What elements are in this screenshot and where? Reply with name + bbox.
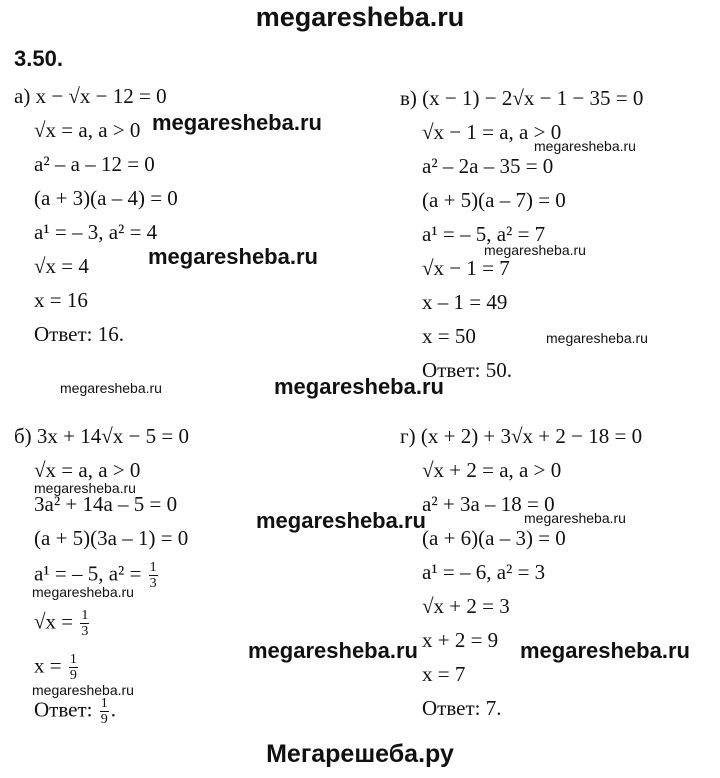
part-v-line-6: √x − 1 = 7: [422, 256, 510, 280]
part-a-line-2: √x = a, a > 0: [34, 118, 141, 142]
part-b-answer-dot: .: [110, 697, 116, 722]
fraction-one-ninth-2: $\frac{1}{9}$: [100, 696, 108, 727]
part-a-line-7: x = 16: [34, 288, 88, 312]
part-b-sqrt-text: √x =: [34, 609, 74, 634]
part-a-line-6: √x = 4: [34, 254, 89, 278]
watermark: megaresheba.ru: [60, 380, 162, 396]
part-v-line-9: Ответ: 50.: [422, 358, 512, 382]
part-b-answer-text: Ответ:: [34, 697, 93, 722]
part-b-line-4: (a + 5)(3a – 1) = 0: [34, 526, 189, 550]
part-v-line-3: a² – 2a – 35 = 0: [422, 154, 554, 178]
watermark: megaresheba.ru: [534, 138, 636, 154]
part-b-roots-text: a¹ = – 5, a² =: [34, 561, 142, 586]
watermark: megaresheba.ru: [520, 638, 690, 663]
watermark: megaresheba.ru: [546, 330, 648, 346]
watermark: megaresheba.ru: [248, 638, 418, 663]
fraction-one-ninth: $\frac{1}{9}$: [69, 652, 77, 683]
watermark: megaresheba.ru: [524, 510, 626, 526]
part-g-line-1: г) (x + 2) + 3√x + 2 − 18 = 0: [400, 424, 643, 448]
part-a-line-4: (a + 3)(a – 4) = 0: [34, 186, 178, 210]
problem-number: 3.50.: [14, 46, 63, 71]
part-a-line-1: а) x − √x − 12 = 0: [14, 84, 167, 108]
watermark: megaresheba.ru: [484, 242, 586, 258]
part-g-line-4: (a + 6)(a – 3) = 0: [422, 526, 566, 550]
part-v-line-7: x – 1 = 49: [422, 290, 508, 314]
part-g-line-3: a² + 3a – 18 = 0: [422, 492, 555, 516]
part-g-line-8: x = 7: [422, 662, 466, 686]
site-header: megaresheba.ru: [255, 2, 465, 32]
part-v-line-5: a¹ = – 5, a² = 7: [422, 222, 546, 246]
part-g-line-7: x + 2 = 9: [422, 628, 499, 652]
watermark: megaresheba.ru: [274, 374, 444, 399]
part-v-line-4: (a + 5)(a – 7) = 0: [422, 188, 566, 212]
part-b-line-8: [34, 696, 116, 727]
watermark: megaresheba.ru: [148, 244, 318, 269]
part-a-line-3: a² – a – 12 = 0: [34, 152, 155, 176]
part-g-line-9: Ответ: 7.: [422, 696, 502, 720]
watermark: megaresheba.ru: [34, 480, 136, 496]
part-b-line-2: √x = a, a > 0: [34, 458, 141, 482]
part-b-line-7: [34, 652, 80, 683]
part-a-line-8: Ответ: 16.: [34, 322, 124, 346]
part-v-line-1: в) (x − 1) − 2√x − 1 − 35 = 0: [400, 86, 644, 110]
site-footer: Мегарешеба.ру: [266, 740, 454, 768]
part-g-line-5: a¹ = – 6, a² = 3: [422, 560, 546, 584]
part-b-x-text: x =: [34, 653, 62, 678]
watermark: megaresheba.ru: [32, 682, 134, 698]
fraction-one-third-2: $\frac{1}{3}$: [81, 608, 89, 639]
part-g-line-2: √x + 2 = a, a > 0: [422, 458, 562, 482]
part-a-line-5: a¹ = – 3, a² = 4: [34, 220, 158, 244]
part-v-line-2: √x − 1 = a, a > 0: [422, 120, 562, 144]
part-b-line-1: б) 3x + 14√x − 5 = 0: [14, 424, 189, 448]
part-v-line-8: x = 50: [422, 324, 476, 348]
part-g-line-6: √x + 2 = 3: [422, 594, 510, 618]
fraction-one-third: $\frac{1}{3}$: [149, 560, 157, 591]
watermark: megaresheba.ru: [152, 110, 322, 135]
part-b-line-3: 3a² + 14a – 5 = 0: [34, 492, 178, 516]
part-b-line-6: [34, 608, 91, 639]
watermark: megaresheba.ru: [256, 508, 426, 533]
watermark: megaresheba.ru: [32, 584, 134, 600]
